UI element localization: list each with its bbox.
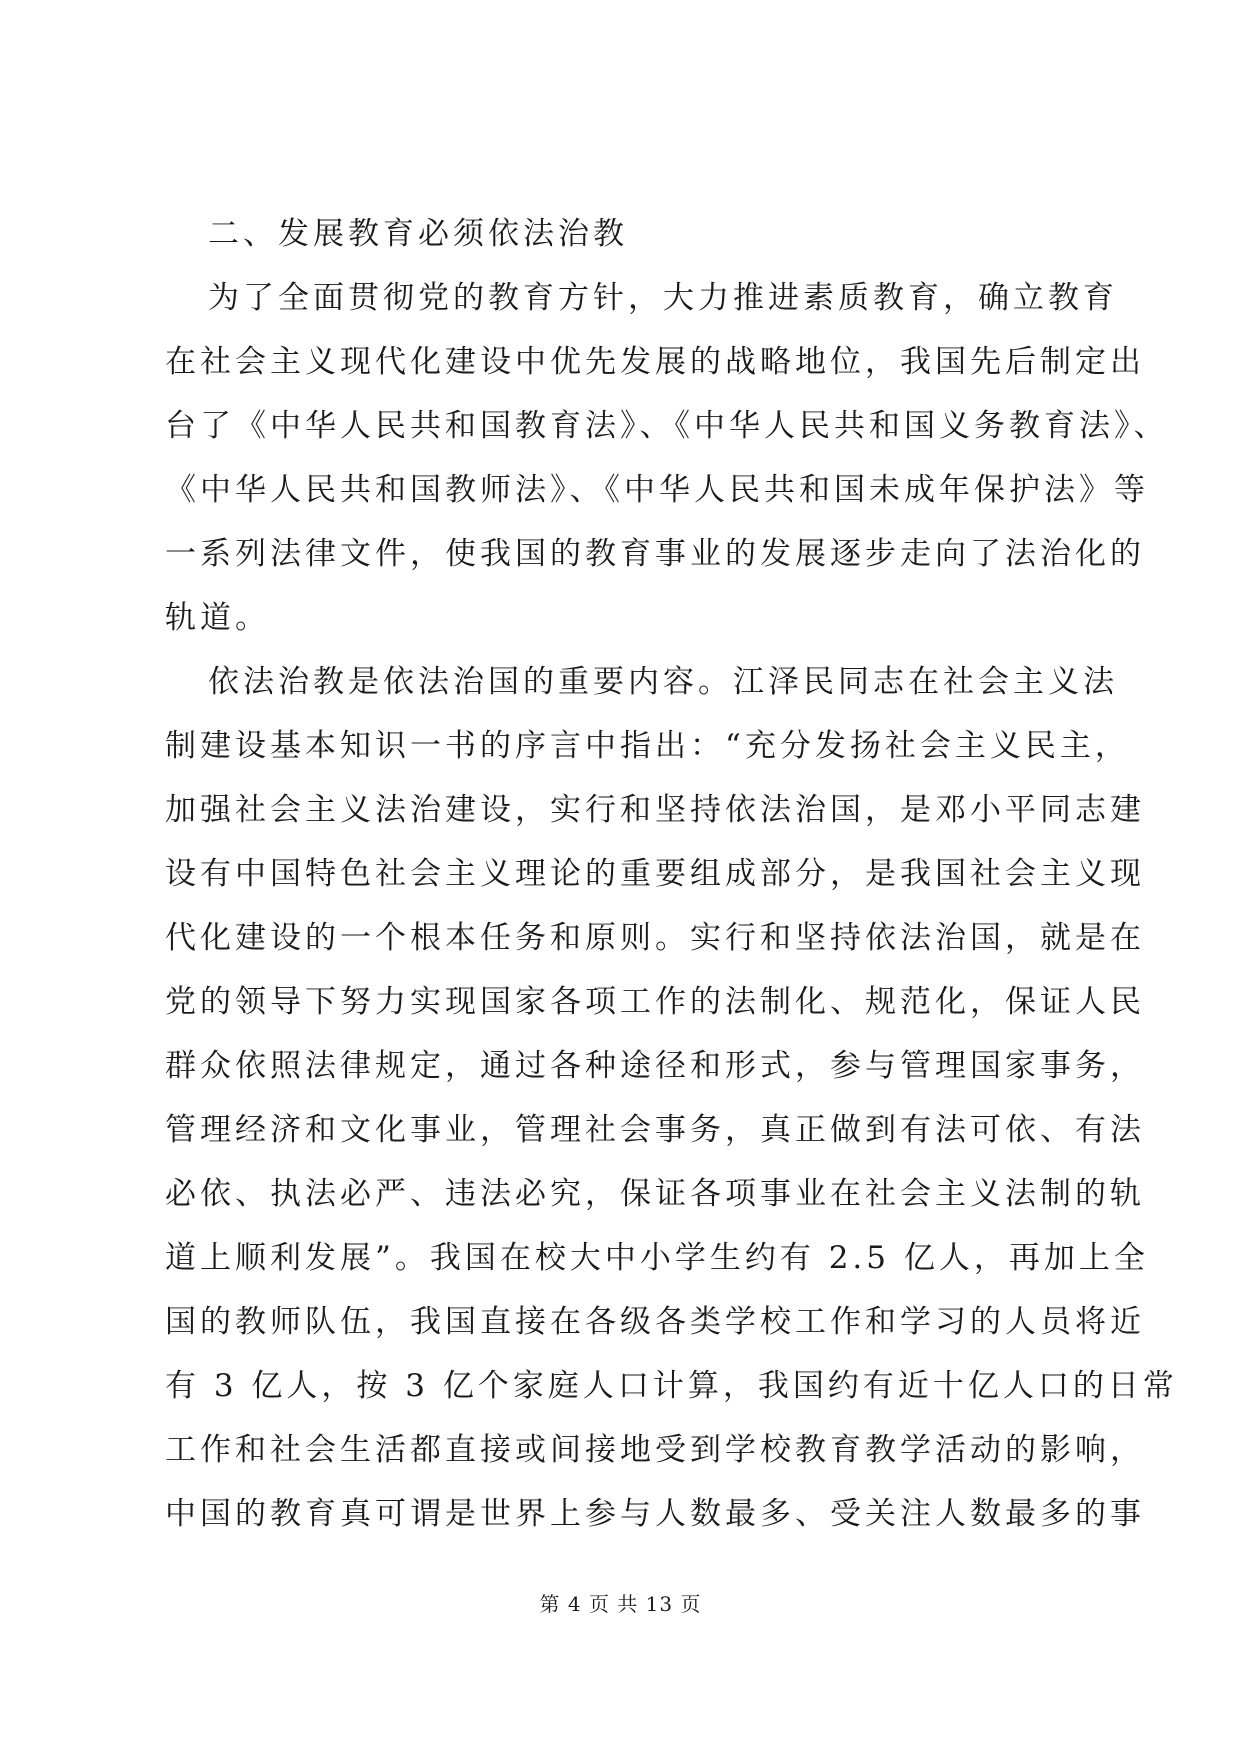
paragraph-line: 加强社会主义法治建设，实行和坚持依法治国，是邓小平同志建 — [165, 792, 1145, 828]
paragraph-line: 《中华人民共和国教师法》、《中华人民共和国未成年保护法》等 — [165, 472, 1149, 508]
paragraph-line: 群众依照法律规定，通过各种途径和形式，参与管理国家事务， — [165, 1048, 1145, 1084]
paragraph-line: 在社会主义现代化建设中优先发展的战略地位，我国先后制定出 — [165, 344, 1145, 380]
paragraph-line: 必依、执法必严、违法必究，保证各项事业在社会主义法制的轨 — [165, 1176, 1145, 1212]
paragraph-line: 道上顺利发展”。我国在校大中小学生约有 2.5 亿人，再加上全 — [165, 1240, 1149, 1276]
page-number: 第 4 页 共 13 页 — [539, 1592, 702, 1616]
paragraph-line: 设有中国特色社会主义理论的重要组成部分，是我国社会主义现 — [165, 856, 1145, 892]
paragraph-line: 有 3 亿人，按 3 亿个家庭人口计算，我国约有近十亿人口的日常 — [165, 1368, 1178, 1404]
paragraph-line: 制建设基本知识一书的序言中指出：“充分发扬社会主义民主， — [165, 728, 1130, 764]
paragraph-line: 代化建设的一个根本任务和原则。实行和坚持依法治国，就是在 — [165, 920, 1145, 956]
paragraph-line: 工作和社会生活都直接或间接地受到学校教育教学活动的影响， — [165, 1432, 1145, 1468]
paragraph-line: 中国的教育真可谓是世界上参与人数最多、受关注人数最多的事 — [165, 1496, 1145, 1532]
paragraph-line: 为了全面贯彻党的教育方针，大力推进素质教育，确立教育 — [208, 280, 1118, 316]
section-heading: 二、发展教育必须依法治教 — [208, 216, 628, 252]
paragraph-line: 台了《中华人民共和国教育法》、《中华人民共和国义务教育法》、 — [165, 408, 1169, 444]
paragraph-line: 管理经济和文化事业，管理社会事务，真正做到有法可依、有法 — [165, 1112, 1145, 1148]
paragraph-line: 党的领导下努力实现国家各项工作的法制化、规范化，保证人民 — [165, 984, 1145, 1020]
paragraph-line: 轨道。 — [165, 600, 270, 636]
paragraph-line: 依法治教是依法治国的重要内容。江泽民同志在社会主义法 — [208, 664, 1118, 700]
paragraph-line: 一系列法律文件，使我国的教育事业的发展逐步走向了法治化的 — [165, 536, 1145, 572]
paragraph-line: 国的教师队伍，我国直接在各级各类学校工作和学习的人员将近 — [165, 1304, 1145, 1340]
